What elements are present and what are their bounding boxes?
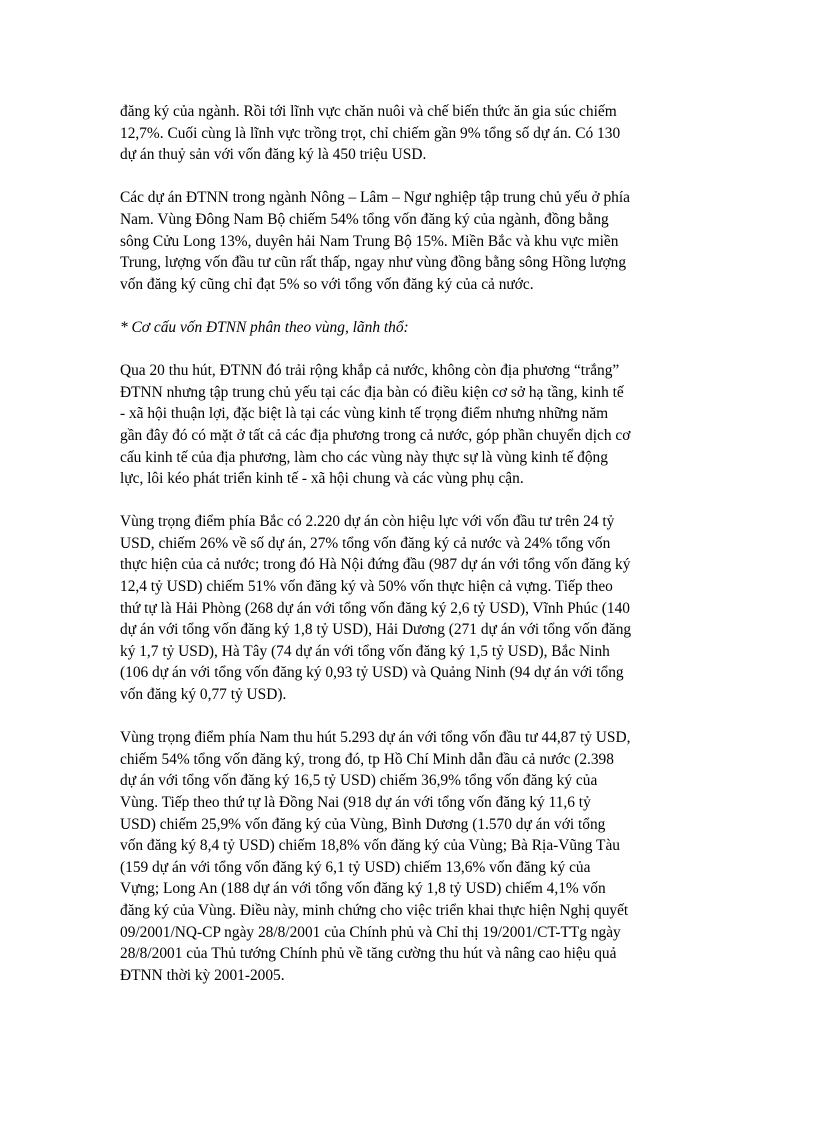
text-line: gần đây đó có mặt ở tất cả các địa phương trong cả nước, góp phần chuyển dịch cơ xyxy=(120,426,631,444)
text-line: Qua 20 thu hút, ĐTNN đó trải rộng khắp cả nước, không còn địa phương “trắng” xyxy=(120,362,620,380)
text-line: dự án với tổng vốn đăng ký 16,5 tỷ USD) chiếm 36,9% tổng vốn đăng ký của xyxy=(120,772,598,790)
text-line: vốn đăng ký cũng chỉ đạt 5% so với tổng vốn đăng ký của cả nước. xyxy=(120,275,534,293)
text-line: (106 dự án với tổng vốn đăng ký 0,93 tỷ USD) và Quảng Ninh (94 dự án với tổng xyxy=(120,664,624,682)
text-line: cấu kinh tế của địa phương, làm cho các vùng này thực sự là vùng kinh tế động xyxy=(120,448,608,466)
text-line: 12,7%. Cuối cùng là lĩnh vực trồng trọt, chỉ chiếm gần 9% tổng số dự án. Có 130 xyxy=(120,124,621,142)
text-line: ĐTNN thời kỳ 2001-2005. xyxy=(120,966,285,984)
text-line: đăng ký của ngành. Rồi tới lĩnh vực chăn nuôi và chế biến thức ăn gia súc chiếm xyxy=(120,103,617,120)
paragraph-fdi-overview xyxy=(120,360,710,490)
text-line: chiếm 54% tổng vốn đăng ký, trong đó, tp Hồ Chí Minh dẫn đầu cả nước (2.398 xyxy=(120,750,614,768)
text-line: Vựng; Long An (188 dự án với tổng vốn đăng ký 1,8 tỷ USD) chiếm 4,1% vốn xyxy=(120,880,606,898)
text-line: USD) chiếm 25,9% vốn đăng ký của Vùng, Bình Dương (1.570 dự án với tổng xyxy=(120,815,606,833)
paragraph-agriculture-sectors xyxy=(120,101,710,166)
text-line: ký 1,7 tỷ USD), Hà Tây (74 dự án với tổng vốn đăng ký 1,5 tỷ USD), Bắc Ninh xyxy=(120,642,610,660)
text-line: USD, chiếm 26% về số dự án, 27% tổng vốn đăng ký cả nước và 24% tổng vốn xyxy=(120,534,611,552)
text-line: ĐTNN nhưng tập trung chủ yếu tại các địa bàn có điều kiện cơ sở hạ tầng, kinh tế xyxy=(120,383,624,401)
text-line: 28/8/2001 của Thủ tướng Chính phủ về tăng cường thu hút và nâng cao hiệu quả xyxy=(120,945,617,963)
text-line: sông Cửu Long 13%, duyên hải Nam Trung Bộ 15%. Miền Bắc và khu vực miền xyxy=(120,232,619,250)
text-line: Vùng trọng điểm phía Bắc có 2.220 dự án còn hiệu lực với vốn đầu tư trên 24 tỷ xyxy=(120,513,615,531)
text-line: vốn đăng ký 0,77 tỷ USD). xyxy=(120,686,287,704)
document-page xyxy=(120,101,710,1008)
text-line: 09/2001/NQ-CP ngày 28/8/2001 của Chính phủ và Chỉ thị 19/2001/CT-TTg ngày xyxy=(120,923,621,941)
text-line: đăng ký của Vùng. Điều này, minh chứng cho việc triển khai thực hiện Nghị quyết xyxy=(120,901,629,919)
text-line: (159 dự án với tổng vốn đăng ký 6,1 tỷ USD) chiếm 13,6% vốn đăng ký của xyxy=(120,858,591,876)
paragraph-agriculture-regions xyxy=(120,187,710,295)
text-line: Trung, lượng vốn đầu tư cũn rất thấp, ngay như vùng đồng bằng sông Hồng lượng xyxy=(120,254,627,272)
paragraph-southern-region xyxy=(120,727,710,986)
text-line: Vùng trọng điểm phía Nam thu hút 5.293 dự án với tổng vốn đầu tư 44,87 tỷ USD, xyxy=(120,729,631,747)
text-line: dự án với tổng vốn đăng ký 1,8 tỷ USD), Hải Dương (271 dự án với tổng vốn đăng xyxy=(120,621,632,639)
text-line: Vùng. Tiếp theo thứ tự là Đồng Nai (918 dự án với tổng vốn đăng ký 11,6 tỷ xyxy=(120,794,591,811)
text-line: - xã hội thuận lợi, đặc biệt là tại các vùng kinh tế trọng điểm nhưng những năm xyxy=(120,405,609,423)
text-line: thực hiện của cả nước; trong đó Hà Nội đứng đầu (987 dự án với tổng vốn đăng ký xyxy=(120,556,631,574)
text-line: Nam. Vùng Đông Nam Bộ chiếm 54% tổng vốn đăng ký của ngành, đồng bằng xyxy=(120,210,609,228)
paragraph-northern-region xyxy=(120,511,710,705)
text-line: thứ tự là Hải Phòng (268 dự án với tổng vốn đăng ký 2,6 tỷ USD), Vĩnh Phúc (140 xyxy=(120,599,630,617)
text-line: 12,4 tỷ USD) chiếm 51% vốn đăng ký và 50% vốn thực hiện cả vựng. Tiếp theo xyxy=(120,578,613,596)
text-line: dự án thuỷ sản với vốn đăng ký là 450 triệu USD. xyxy=(120,146,427,164)
text-line: vốn đăng ký 8,4 tỷ USD) chiếm 18,8% vốn đăng ký của Vùng; Bà Rịa-Vũng Tàu xyxy=(120,837,620,855)
text-line: lực, lôi kéo phát triển kinh tế - xã hội chung và các vùng phụ cận. xyxy=(120,470,524,488)
section-heading-text: * Cơ cấu vốn ĐTNN phân theo vùng, lãnh thổ: xyxy=(120,318,409,336)
section-heading xyxy=(120,317,710,339)
text-line: Các dự án ĐTNN trong ngành Nông – Lâm – Ngư nghiệp tập trung chủ yếu ở phía xyxy=(120,189,630,207)
